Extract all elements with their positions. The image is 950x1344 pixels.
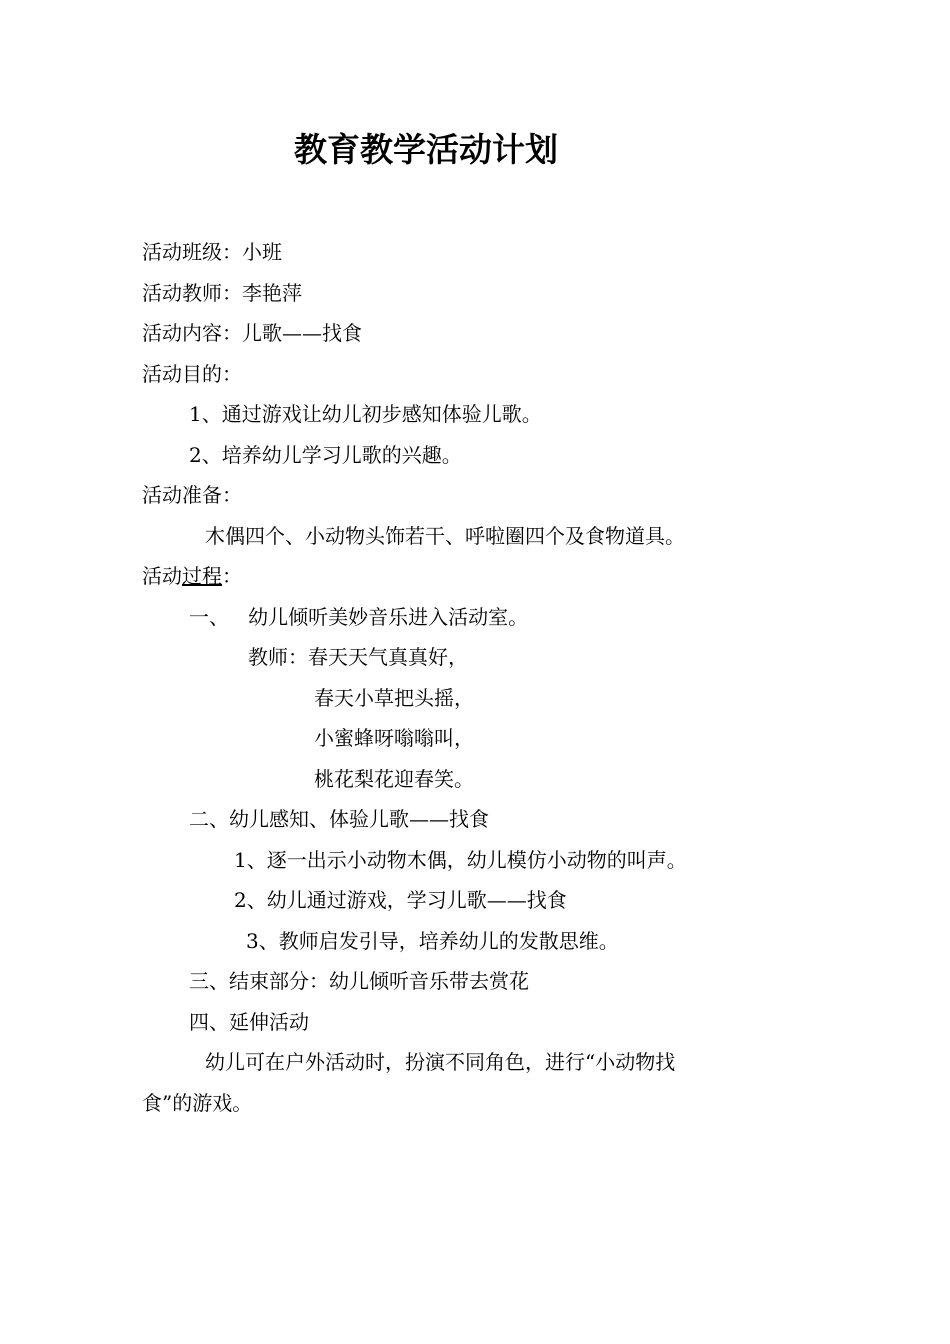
poem-first-line xyxy=(248,643,468,671)
goal-item: 2、培养幼儿学习儿歌的兴趣。 xyxy=(189,443,462,467)
prep-heading: 活动准备： xyxy=(142,483,242,507)
process-step-1: 一、 幼儿倾听美妙音乐进入活动室。 xyxy=(189,605,529,629)
prep-text: 木偶四个、小动物头饰若干、呼啦圈四个及食物道具。 xyxy=(205,524,685,548)
content-label: 活动内容： xyxy=(142,321,242,345)
poem-speaker: 教师： xyxy=(248,645,308,669)
poem-line: 桃花梨花迎春笑。 xyxy=(314,767,474,791)
class-value: 小班 xyxy=(242,240,282,264)
process-step-3: 三、结束部分：幼儿倾听音乐带去赏花 xyxy=(189,969,529,993)
goal-item: 1、通过游戏让幼儿初步感知体验儿歌。 xyxy=(189,402,542,426)
teacher-value: 李艳萍 xyxy=(242,281,302,305)
class-label: 活动班级： xyxy=(142,240,242,264)
poem-line: 小蜜蜂呀嗡嗡叫， xyxy=(314,726,474,750)
extension-line-1: 幼儿可在户外活动时，扮演不同角色，进行“小动物找 xyxy=(205,1050,676,1074)
process-heading xyxy=(142,562,242,590)
teacher-label: 活动教师： xyxy=(142,281,242,305)
info-class xyxy=(142,238,282,266)
process-heading-suffix: ： xyxy=(222,564,242,588)
poem-line: 春天小草把头摇， xyxy=(314,686,474,710)
process-step-4: 四、延伸活动 xyxy=(189,1010,309,1034)
poem-line: 春天天气真真好， xyxy=(308,645,468,669)
content-value: 儿歌——找食 xyxy=(242,321,362,345)
step2-item: 2、幼儿通过游戏，学习儿歌——找食 xyxy=(234,888,567,912)
process-heading-prefix: 活动 xyxy=(142,564,182,588)
process-heading-underlined: 过程 xyxy=(182,564,222,588)
goals-heading: 活动目的： xyxy=(142,362,242,386)
step2-item: 1、逐一出示小动物木偶，幼儿模仿小动物的叫声。 xyxy=(234,848,687,872)
process-step-2: 二、幼儿感知、体验儿歌——找食 xyxy=(189,807,489,831)
page-title: 教育教学活动计划 xyxy=(294,130,558,169)
step2-item: 3、教师启发引导，培养幼儿的发散思维。 xyxy=(246,929,619,953)
info-content xyxy=(142,319,362,347)
info-teacher xyxy=(142,279,302,307)
extension-line-2: 食”的游戏。 xyxy=(142,1091,253,1115)
